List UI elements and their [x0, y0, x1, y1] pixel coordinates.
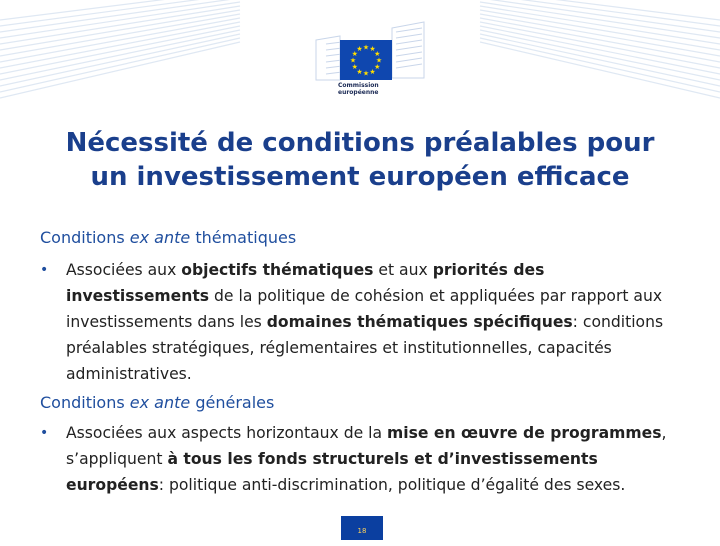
- bullet-thematic-text: [66, 257, 680, 387]
- background-line: [480, 0, 720, 26]
- flag-star-icon: ★: [369, 67, 376, 76]
- bullet2-text-2: , s’appliquent: [66, 424, 667, 468]
- bullet-icon: •: [40, 262, 49, 278]
- flag-star-icon: ★: [349, 56, 357, 65]
- flag-star-icon: ★: [362, 43, 370, 52]
- flag-star-icon: ★: [351, 63, 358, 71]
- bullet-general: [40, 420, 680, 498]
- title-line-1: Nécessité de conditions préalables pour: [65, 128, 655, 158]
- page-title: [0, 126, 720, 194]
- bullet2-bold-1: mise en œuvre de programmes: [387, 424, 662, 442]
- bullet1-text-4: : conditions préalables stratégiques, réglementaires et institutionnelles, capacités administratives.: [66, 313, 664, 383]
- bullet-general-text: [66, 420, 680, 498]
- background-line: [0, 22, 240, 68]
- section-heading-general: [40, 393, 274, 412]
- bullet2-bold-2: à tous les fonds structurels et d’investissements européens: [66, 450, 598, 494]
- background-line: [480, 38, 720, 92]
- section2-italic: ex ante: [129, 393, 191, 412]
- bullet-icon: •: [40, 425, 49, 441]
- bullet1-text-3: de la politique de cohésion et appliquées par rapport aux investissements dans les: [66, 287, 663, 331]
- flag-star-icon: ★: [362, 69, 370, 78]
- background-line: [480, 22, 720, 68]
- flag-star-icon: ★: [356, 67, 363, 76]
- logo-line-2: européenne: [338, 89, 379, 96]
- flag-star-icon: ★: [374, 63, 381, 71]
- page-number: 18: [341, 516, 383, 540]
- logo-line-1: Commission: [338, 82, 379, 89]
- flag-star-icon: ★: [369, 45, 376, 54]
- section1-prefix: Conditions: [40, 228, 130, 247]
- flag-star-icon: ★: [356, 45, 363, 54]
- section2-suffix: générales: [190, 393, 275, 412]
- bullet2-text-3: : politique anti-discrimination, politique d’égalité des sexes.: [158, 476, 626, 494]
- logo-text: [338, 82, 379, 96]
- background-line: [480, 34, 720, 86]
- flag-star-icon: ★: [351, 50, 358, 58]
- background-line: [0, 0, 240, 26]
- section1-italic: ex ante: [129, 228, 191, 247]
- section1-suffix: thématiques: [190, 228, 297, 247]
- bullet1-text-1: Associées aux: [66, 261, 182, 279]
- flag-star-icon: ★: [374, 50, 381, 58]
- bullet2-text-1: Associées aux aspects horizontaux de la: [66, 424, 388, 442]
- bullet1-bold-2: priorités des investissements: [66, 261, 545, 305]
- section-heading-thematic: [40, 228, 296, 247]
- background-line: [0, 34, 240, 86]
- section2-prefix: Conditions: [40, 393, 130, 412]
- background-line: [0, 38, 240, 92]
- bullet-thematic: [40, 257, 680, 387]
- title-line-2: un investissement européen efficace: [90, 162, 630, 192]
- flag-star-icon: ★: [375, 56, 383, 65]
- bullet1-text-2: et aux: [373, 261, 433, 279]
- bullet1-bold-3: domaines thématiques spécifiques: [266, 313, 573, 331]
- bullet1-bold-1: objectifs thématiques: [181, 261, 374, 279]
